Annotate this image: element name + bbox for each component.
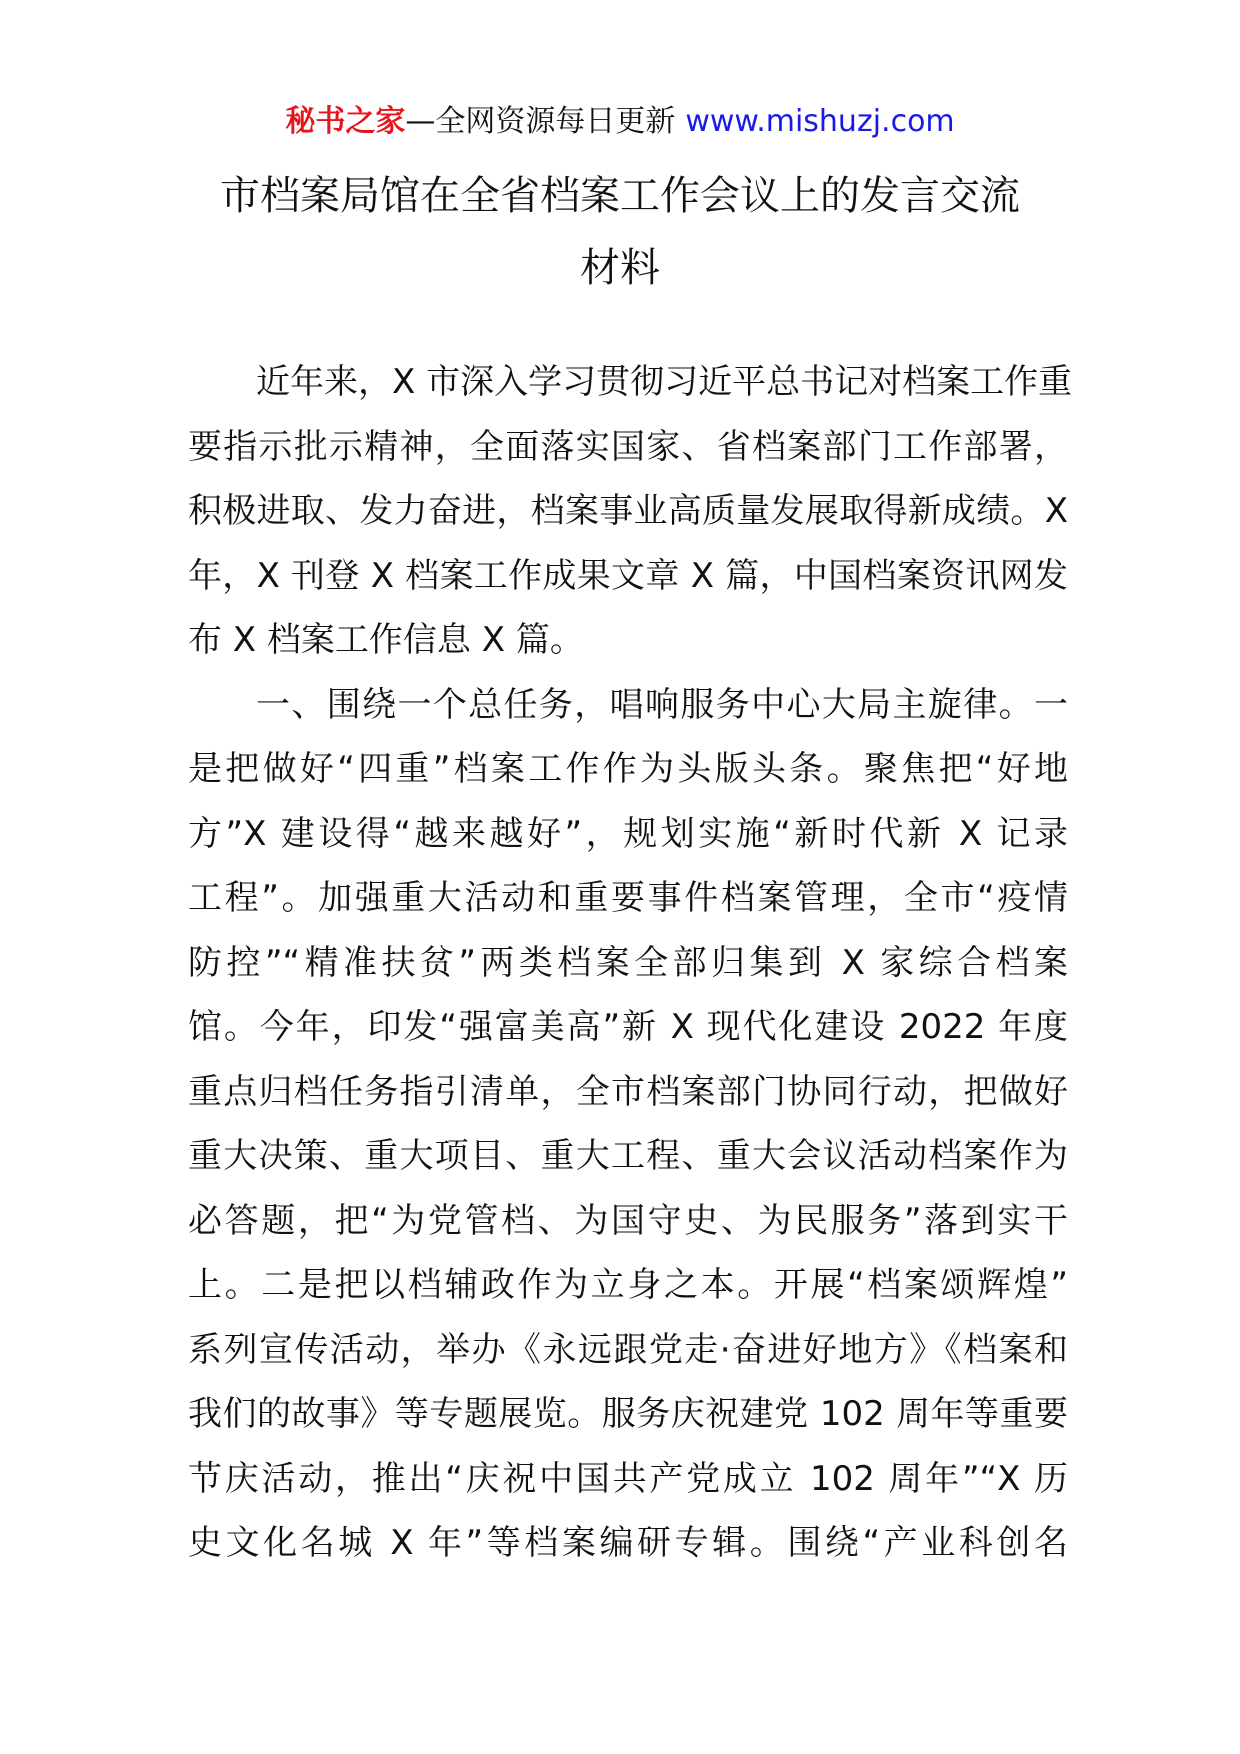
body-line: 积极进取、发力奋进，档案事业高质量发展取得新成绩。X <box>188 491 1068 531</box>
body-line: 是把做好“四重”档案工作作为头版头条。聚焦把“好地 <box>188 749 1068 789</box>
body-line: 重点归档任务指引清单，全市档案部门协同行动，把做好 <box>188 1071 1068 1112</box>
body-line: 重大决策、重大项目、重大工程、重大会议活动档案作为 <box>188 1136 1068 1176</box>
body-line: 要指示批示精神，全面落实国家、省档案部门工作部署， <box>188 426 1068 467</box>
document-body <box>188 350 1073 1576</box>
site-brand: 秘书之家 <box>285 104 406 139</box>
body-line: 史文化名城 X 年”等档案编研专辑。围绕“产业科创名 <box>188 1523 1068 1563</box>
site-url-link[interactable]: www.mishuzj.com <box>685 104 955 139</box>
body-line: 一、围绕一个总任务，唱响服务中心大局主旋律。一 <box>256 684 1068 725</box>
body-line: 系列宣传活动，举办《永远跟党走·奋进好地方》《档案和 <box>188 1329 1068 1370</box>
body-line: 馆。今年，印发“强富美高”新 X 现代化建设 2022 年度 <box>188 1007 1068 1047</box>
body-line: 年，X 刊登 X 档案工作成果文章 X 篇，中国档案资讯网发 <box>188 555 1068 596</box>
body-line: 我们的故事》等专题展览。服务庆祝建党 102 周年等重要 <box>188 1394 1068 1434</box>
body-line: 防控”“精准扶贫”两类档案全部归集到 X 家综合档案 <box>188 942 1068 983</box>
body-line: 必答题，把“为党管档、为国守史、为民服务”落到实干 <box>188 1200 1068 1241</box>
body-line: 布 X 档案工作信息 X 篇。 <box>188 620 584 660</box>
body-line: 近年来，X 市深入学习贯彻习近平总书记对档案工作重 <box>256 362 1073 402</box>
body-line: 方”X 建设得“越来越好”，规划实施“新时代新 X 记录 <box>188 813 1068 854</box>
title-line: 材料 <box>580 245 660 291</box>
body-line: 工程”。加强重大活动和重要事件档案管理，全市“疫情 <box>188 878 1068 918</box>
site-header <box>0 100 1240 144</box>
document-title <box>150 160 1090 304</box>
body-line: 节庆活动，推出“庆祝中国共产党成立 102 周年”“X 历 <box>188 1458 1068 1499</box>
title-line: 市档案局馆在全省档案工作会议上的发言交流 <box>220 173 1020 219</box>
site-tagline: —全网资源每日更新 <box>405 104 676 139</box>
body-line: 上。二是把以档辅政作为立身之本。开展“档案颂辉煌” <box>188 1265 1068 1305</box>
